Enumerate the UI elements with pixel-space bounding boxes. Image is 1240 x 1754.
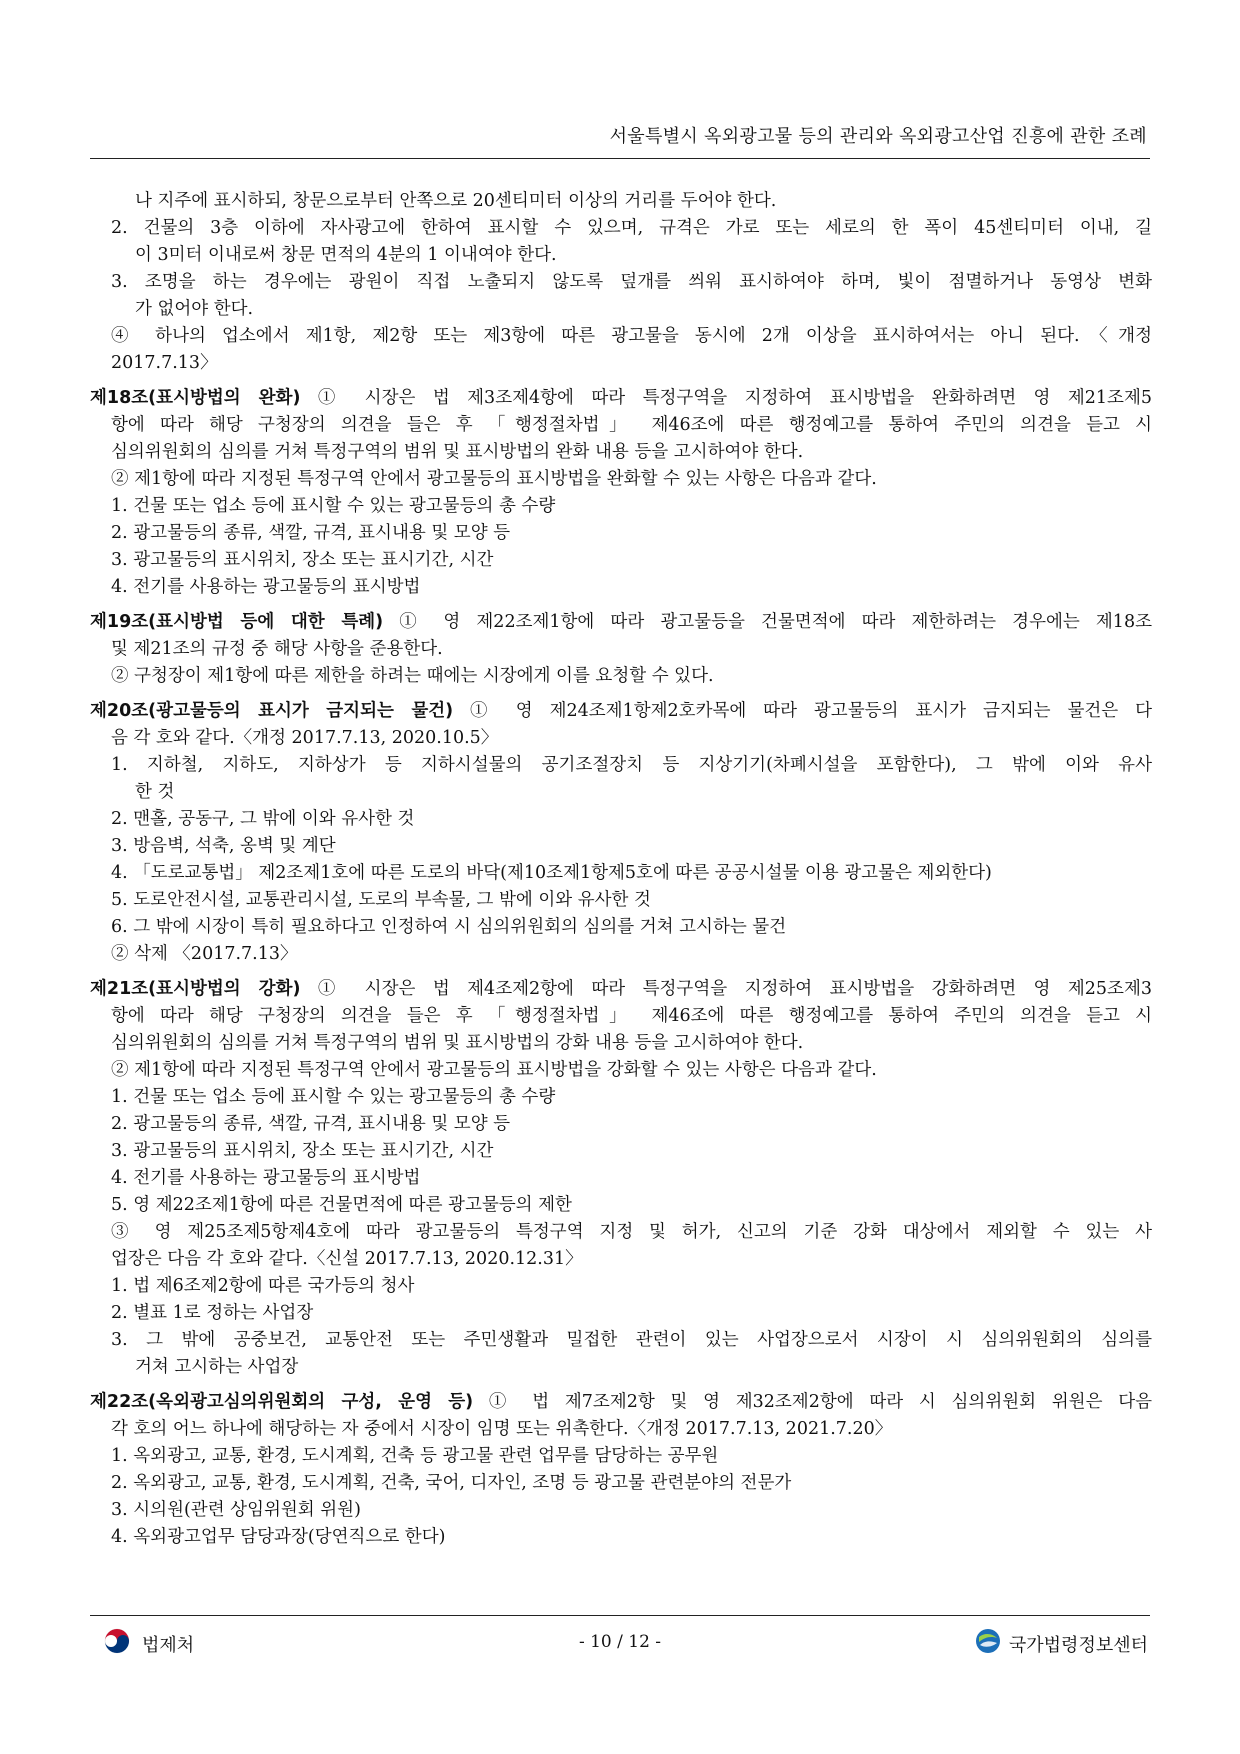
line-text: 2. 맨홀, 공동구, 그 밖에 이와 유사한 것 <box>111 809 415 829</box>
line-text: 거쳐 고시하는 사업장 <box>135 1357 299 1377</box>
text-line <box>90 1300 1152 1327</box>
text-line <box>90 887 1152 914</box>
line-text: 업장은 다음 각 호와 같다.〈신설 2017.7.13, 2020.12.31〉 <box>111 1249 583 1269</box>
line-text: 2. 광고물등의 종류, 색깔, 규격, 표시내용 및 모양 등 <box>111 1114 511 1134</box>
text-line <box>90 1138 1152 1165</box>
text-line <box>90 1030 1152 1057</box>
text-line <box>90 1470 1152 1497</box>
article-heading-line <box>90 385 1152 412</box>
line-text: ① 영 제22조제1항에 따라 광고물등을 건물면적에 따라 제한하려는 경우에는 제18조 <box>383 612 1152 632</box>
line-text: ② 제1항에 따라 지정된 특정구역 안에서 광고물등의 표시방법을 완화할 수 있는 사항은 다음과 같다. <box>111 469 877 489</box>
text-line <box>90 215 1152 242</box>
text-line <box>90 412 1152 439</box>
line-text: 한 것 <box>135 782 175 802</box>
footer-right-label: 국가법령정보센터 <box>1008 1634 1148 1656</box>
document-body <box>90 188 1152 1551</box>
line-text: 1. 법 제6조제2항에 따른 국가등의 청사 <box>111 1276 415 1296</box>
line-text: 4. 옥외광고업무 담당과장(당연직으로 한다) <box>111 1527 446 1547</box>
line-text: ④ 하나의 업소에서 제1항, 제2항 또는 제3항에 따른 광고물을 동시에 2개 이상을 표시하여서는 아니 된다.〈개정 <box>111 326 1152 346</box>
text-line <box>90 941 1152 968</box>
text-line <box>90 1443 1152 1470</box>
line-text: 항에 따라 해당 구청장의 의견을 들은 후 「행정절차법」 제46조에 따른 행정예고를 통하여 주민의 의견을 듣고 시 <box>111 1006 1152 1026</box>
line-text: 6. 그 밖에 시장이 특히 필요하다고 인정하여 시 심의위원회의 심의를 거쳐 고시하는 물건 <box>111 917 787 937</box>
line-text: ③ 영 제25조제5항제4호에 따라 광고물등의 특정구역 지정 및 허가, 신고의 기준 강화 대상에서 제외할 수 있는 사 <box>111 1222 1152 1242</box>
line-text: 3. 광고물등의 표시위치, 장소 또는 표시기간, 시간 <box>111 550 494 570</box>
line-text: ① 시장은 법 제3조제4항에 따라 특정구역을 지정하여 표시방법을 완화하려면 영 제21조제5 <box>300 388 1152 408</box>
article-heading-line <box>90 609 1152 636</box>
header-divider <box>90 158 1150 159</box>
line-text: 이 3미터 이내로써 창문 면적의 4분의 1 이내여야 한다. <box>135 245 557 265</box>
line-text: 2. 건물의 3층 이하에 자사광고에 한하여 표시할 수 있으며, 규격은 가로 또는 세로의 한 폭이 45센티미터 이내, 길 <box>111 218 1152 238</box>
article-title: 제22조(옥외광고심의위원회의 구성, 운영 등) <box>90 1392 474 1412</box>
line-text: 가 없어야 한다. <box>135 299 254 319</box>
text-line <box>90 1084 1152 1111</box>
text-line <box>90 1273 1152 1300</box>
text-line <box>90 1003 1152 1030</box>
text-line <box>90 779 1152 806</box>
article-title: 제20조(광고물등의 표시가 금지되는 물건) <box>90 701 454 721</box>
text-line <box>90 1327 1152 1354</box>
line-text: 3. 조명을 하는 경우에는 광원이 직접 노출되지 않도록 덮개를 씌워 표시하여야 하며, 빛이 점멸하거나 동영상 변화 <box>111 272 1152 292</box>
article-heading-line <box>90 698 1152 725</box>
text-line <box>90 1111 1152 1138</box>
line-text: 및 제21조의 규정 중 해당 사항을 준용한다. <box>111 639 443 659</box>
line-text: 4. 전기를 사용하는 광고물등의 표시방법 <box>111 577 421 597</box>
line-text: 2. 광고물등의 종류, 색깔, 규격, 표시내용 및 모양 등 <box>111 523 511 543</box>
line-text: 1. 건물 또는 업소 등에 표시할 수 있는 광고물등의 총 수량 <box>111 496 556 516</box>
text-line <box>90 1246 1152 1273</box>
line-text: 1. 지하철, 지하도, 지하상가 등 지하시설물의 공기조절장치 등 지상기기(차폐시설을 포함한다), 그 밖에 이와 유사 <box>111 755 1152 775</box>
text-line <box>90 188 1152 215</box>
text-line <box>90 242 1152 269</box>
line-text: 음 각 호와 같다.〈개정 2017.7.13, 2020.10.5〉 <box>111 728 499 748</box>
text-line <box>90 860 1152 887</box>
line-text: 3. 시의원(관련 상임위원회 위원) <box>111 1500 361 1520</box>
law-center-logo-icon <box>975 1628 1001 1659</box>
text-line <box>90 269 1152 296</box>
text-line <box>90 439 1152 466</box>
text-line <box>90 574 1152 601</box>
text-line <box>90 466 1152 493</box>
text-line <box>90 520 1152 547</box>
text-line <box>90 1497 1152 1524</box>
text-line <box>90 1219 1152 1246</box>
article-title: 제18조(표시방법의 완화) <box>90 388 301 408</box>
line-text: 4. 전기를 사용하는 광고물등의 표시방법 <box>111 1168 421 1188</box>
article-title: 제21조(표시방법의 강화) <box>90 979 301 999</box>
line-text: 3. 광고물등의 표시위치, 장소 또는 표시기간, 시간 <box>111 1141 494 1161</box>
line-text: 1. 옥외광고, 교통, 환경, 도시계획, 건축 등 광고물 관련 업무를 담당하는 공무원 <box>111 1446 719 1466</box>
line-text: ② 삭제 〈2017.7.13〉 <box>111 944 298 964</box>
article-heading-line <box>90 976 1152 1003</box>
text-line <box>90 752 1152 779</box>
document-header-title: 서울특별시 옥외광고물 등의 관리와 옥외광고산업 진흥에 관한 조례 <box>609 126 1147 147</box>
line-text: 심의위원회의 심의를 거쳐 특정구역의 범위 및 표시방법의 완화 내용 등을 고시하여야 한다. <box>111 442 804 462</box>
text-line <box>90 806 1152 833</box>
text-line <box>90 833 1152 860</box>
line-text: ① 법 제7조제2항 및 영 제32조제2항에 따라 시 심의위원회 위원은 다음 <box>473 1392 1152 1412</box>
line-text: 1. 건물 또는 업소 등에 표시할 수 있는 광고물등의 총 수량 <box>111 1087 556 1107</box>
text-line <box>90 1416 1152 1443</box>
text-line <box>90 1165 1152 1192</box>
line-text: ② 제1항에 따라 지정된 특정구역 안에서 광고물등의 표시방법을 강화할 수 있는 사항은 다음과 같다. <box>111 1060 877 1080</box>
line-text: 항에 따라 해당 구청장의 의견을 들은 후 「행정절차법」 제46조에 따른 행정예고를 통하여 주민의 의견을 듣고 시 <box>111 415 1152 435</box>
text-line <box>90 323 1152 350</box>
text-line <box>90 350 1152 377</box>
text-line <box>90 1057 1152 1084</box>
line-text: ② 구청장이 제1항에 따른 제한을 하려는 때에는 시장에게 이를 요청할 수 있다. <box>111 666 714 686</box>
article-title: 제19조(표시방법 등에 대한 특례) <box>90 612 384 632</box>
footer-right <box>975 1628 1148 1659</box>
line-text: 4. 「도로교통법」 제2조제1호에 따른 도로의 바닥(제10조제1항제5호에 따른 공공시설물 이용 광고물은 제외한다) <box>111 863 992 883</box>
line-text: 2017.7.13〉 <box>111 353 218 373</box>
text-line <box>90 1192 1152 1219</box>
footer-divider <box>90 1615 1150 1616</box>
footer-left-label: 법제처 <box>142 1634 195 1656</box>
line-text: 3. 그 밖에 공중보건, 교통안전 또는 주민생활과 밀접한 관련이 있는 사업장으로서 시장이 시 심의위원회의 심의를 <box>111 1330 1152 1350</box>
text-line <box>90 725 1152 752</box>
line-text: 각 호의 어느 하나에 해당하는 자 중에서 시장이 임명 또는 위촉한다.〈개정 2017.7.13, 2021.7.20〉 <box>111 1419 893 1439</box>
text-line <box>90 1524 1152 1551</box>
text-line <box>90 663 1152 690</box>
text-line <box>90 636 1152 663</box>
line-text: 3. 방음벽, 석축, 옹벽 및 계단 <box>111 836 336 856</box>
article-heading-line <box>90 1389 1152 1416</box>
line-text: 2. 별표 1로 정하는 사업장 <box>111 1303 314 1323</box>
line-text: 5. 영 제22조제1항에 따른 건물면적에 따른 광고물등의 제한 <box>111 1195 572 1215</box>
line-text: ① 시장은 법 제4조제2항에 따라 특정구역을 지정하여 표시방법을 강화하려면 영 제25조제3 <box>300 979 1152 999</box>
text-line <box>90 914 1152 941</box>
line-text: 2. 옥외광고, 교통, 환경, 도시계획, 건축, 국어, 디자인, 조명 등 광고물 관련분야의 전문가 <box>111 1473 792 1493</box>
text-line <box>90 296 1152 323</box>
line-text: 나 지주에 표시하되, 창문으로부터 안쪽으로 20센티미터 이상의 거리를 두어야 한다. <box>135 191 777 211</box>
text-line <box>90 547 1152 574</box>
line-text: ① 영 제24조제1항제2호카목에 따라 광고물등의 표시가 금지되는 물건은 다 <box>453 701 1152 721</box>
text-line <box>90 493 1152 520</box>
line-text: 심의위원회의 심의를 거쳐 특정구역의 범위 및 표시방법의 강화 내용 등을 고시하여야 한다. <box>111 1033 804 1053</box>
line-text: 5. 도로안전시설, 교통관리시설, 도로의 부속물, 그 밖에 이와 유사한 것 <box>111 890 651 910</box>
page-number: - 10 / 12 - <box>578 1632 662 1652</box>
text-line <box>90 1354 1152 1381</box>
